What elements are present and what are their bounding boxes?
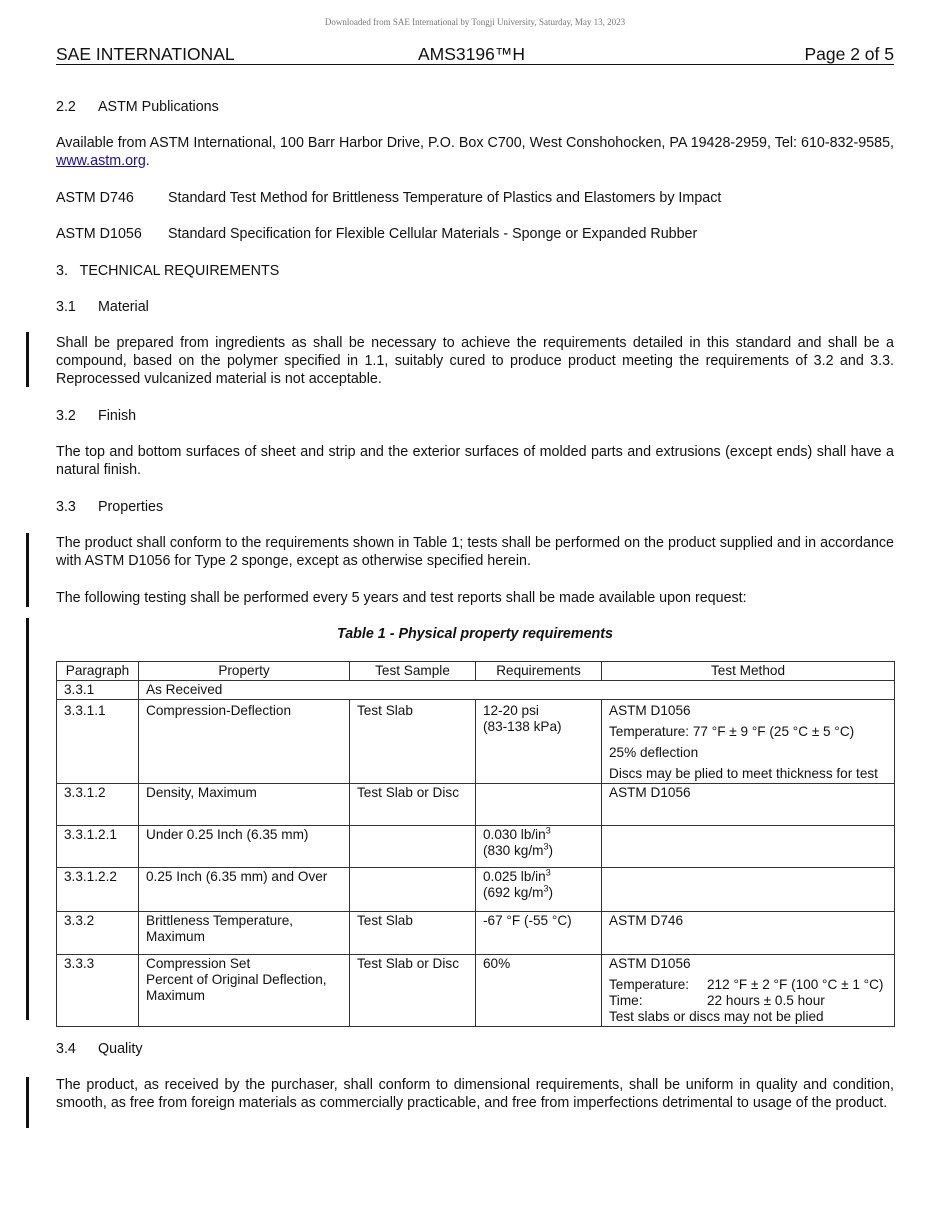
- sample-cell: Test Slab: [350, 912, 476, 955]
- astm-availability-paragraph: Available from ASTM International, 100 Barr Harbor Drive, P.O. Box C700, West Conshohocken, PA 19428-2959, Tel: 610-832-9585, www.astm.org.: [56, 135, 894, 169]
- test-method-cell: ASTM D1056: [602, 784, 895, 826]
- requirements-cell: 0.025 $lb/in^3$ (692 $kg/m^3$): [476, 868, 602, 912]
- sample-cell: [350, 826, 476, 868]
- property-cell: Density, Maximum: [139, 784, 350, 826]
- section-3-2-heading: 3.2 Finish: [56, 408, 137, 424]
- requirements-cell: -67 °F (-55 °C): [476, 912, 602, 955]
- table-row: [57, 868, 895, 912]
- property-cell: As Received: [139, 681, 895, 700]
- change-bar: [26, 1077, 29, 1128]
- document-number: AMS3196™H: [418, 44, 525, 64]
- table-row: [57, 826, 895, 868]
- column-header: Paragraph: [57, 662, 139, 681]
- requirements-cell: [476, 784, 602, 826]
- material-paragraph: Shall be prepared from ingredients as shall be necessary to achieve the requirements detailed in this standard and shall be a compound, based on the polymer specified in 1.1, suitably cured to produce product meeting the requirements of 3.2 and 3.3. Reprocessed vulcanized material is not acceptable.: [56, 335, 894, 387]
- requirements-cell: 12-20 psi (83-138 kPa): [476, 700, 602, 784]
- reference-astm-d746: ASTM D746 Standard Test Method for Brittleness Temperature of Plastics and Elastomers by Impact: [56, 190, 722, 206]
- requirements-cell: 0.030 $lb/in^3$ (830 $kg/m^3$): [476, 826, 602, 868]
- paragraph-cell: 3.3.3: [57, 955, 139, 1027]
- property-cell: Compression Set Percent of Original Deflection, Maximum: [139, 955, 350, 1027]
- column-header: Property: [139, 662, 350, 681]
- paragraph-cell: 3.3.1.2: [57, 784, 139, 826]
- quality-paragraph: The product, as received by the purchaser, shall conform to dimensional requirements, shall be uniform in quality and condition, smooth, as free from foreign materials as commercially practicable, and free from imperfections detrimental to usage of the product.: [56, 1077, 894, 1111]
- sample-cell: Test Slab or Disc: [350, 955, 476, 1027]
- change-bar: [26, 332, 29, 387]
- publisher-name: SAE INTERNATIONAL: [56, 44, 235, 64]
- test-method-cell: ASTM D746: [602, 912, 895, 955]
- section-3-4-heading: 3.4 Quality: [56, 1041, 143, 1057]
- paragraph-cell: 3.3.1.2.1: [57, 826, 139, 868]
- section-3-heading: 3. TECHNICAL REQUIREMENTS: [56, 263, 280, 279]
- property-cell: Compression-Deflection: [139, 700, 350, 784]
- page-header: [56, 45, 894, 65]
- table-row: [57, 700, 895, 784]
- properties-paragraph-1: The product shall conform to the requirements shown in Table 1; tests shall be performed on the product supplied and in accordance with ASTM D1056 for Type 2 sponge, except as otherwise specified herein.: [56, 535, 894, 569]
- column-header: Test Method: [602, 662, 895, 681]
- test-method-cell: [602, 826, 895, 868]
- table-title: Table 1 - Physical property requirements: [337, 626, 613, 642]
- table-row: [57, 912, 895, 955]
- finish-paragraph: The top and bottom surfaces of sheet and strip and the exterior surfaces of molded parts and extrusions (except ends) shall have a natural finish.: [56, 444, 894, 478]
- test-method-cell: [602, 868, 895, 912]
- section-2-2-heading: 2.2 ASTM Publications: [56, 99, 219, 115]
- test-method-cell: ASTM D1056 Temperature: 77 °F ± 9 °F (25 °C ± 5 °C) 25% deflection Discs may be plied to meet thickness for test: [602, 700, 895, 784]
- reference-astm-d1056: ASTM D1056 Standard Specification for Flexible Cellular Materials - Sponge or Expanded Rubber: [56, 226, 698, 242]
- property-cell: Under 0.25 Inch (6.35 mm): [139, 826, 350, 868]
- change-bar: [26, 533, 29, 607]
- paragraph-cell: 3.3.2: [57, 912, 139, 955]
- property-cell: Brittleness Temperature, Maximum: [139, 912, 350, 955]
- requirements-cell: 60%: [476, 955, 602, 1027]
- table-row: [57, 955, 895, 1027]
- page-number: Page 2 of 5: [804, 44, 894, 64]
- sample-cell: [350, 868, 476, 912]
- section-3-3-heading: 3.3 Properties: [56, 499, 164, 515]
- astm-website-link[interactable]: www.astm.org: [56, 153, 146, 169]
- property-cell: 0.25 Inch (6.35 mm) and Over: [139, 868, 350, 912]
- table-header-row: [57, 662, 895, 681]
- test-method-cell: ASTM D1056 Temperature: 212 °F ± 2 °F (100 °C ± 1 °C) Time: 22 hours ± 0.5 hour Test slabs or discs may not be plied: [602, 955, 895, 1027]
- column-header: Requirements: [476, 662, 602, 681]
- table-row: [57, 681, 895, 700]
- paragraph-cell: 3.3.1.2.2: [57, 868, 139, 912]
- paragraph-cell: 3.3.1: [57, 681, 139, 700]
- paragraph-cell: 3.3.1.1: [57, 700, 139, 784]
- download-watermark: Downloaded from SAE International by Tongji University, Saturday, May 13, 2023: [324, 17, 626, 27]
- properties-paragraph-2: The following testing shall be performed every 5 years and test reports shall be made available upon request:: [56, 590, 747, 606]
- sample-cell: Test Slab: [350, 700, 476, 784]
- column-header: Test Sample: [350, 662, 476, 681]
- physical-properties-table: [56, 661, 895, 1027]
- section-3-1-heading: 3.1 Material: [56, 299, 149, 315]
- sample-cell: Test Slab or Disc: [350, 784, 476, 826]
- change-bar: [26, 618, 29, 1020]
- table-row: [57, 784, 895, 826]
